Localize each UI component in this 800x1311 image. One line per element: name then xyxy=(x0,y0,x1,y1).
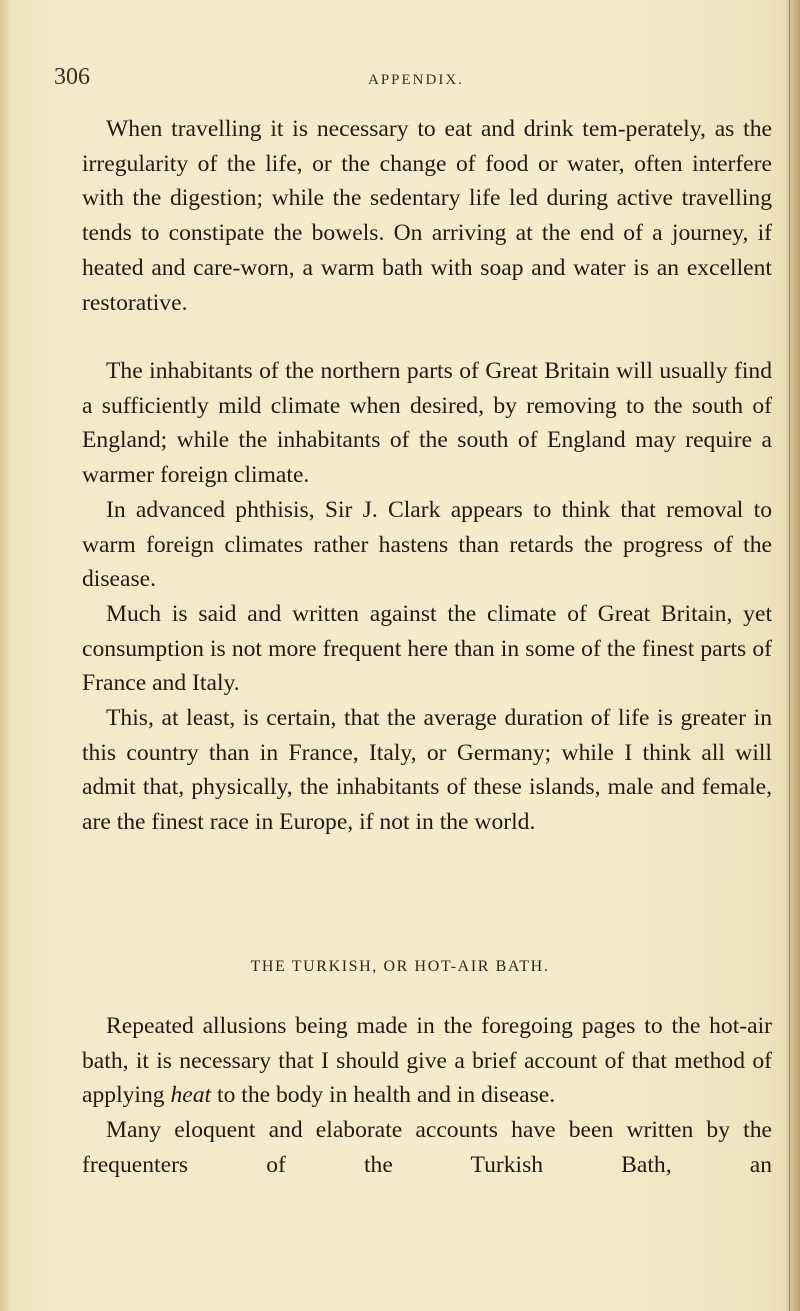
paragraph: Much is said and written against the climate of Great Britain, yet consumption is not more frequent here than in some of the finest parts of France and Italy. xyxy=(82,600,772,697)
paragraph-text: to the body in health and in disease. xyxy=(217,1082,556,1109)
paragraph: Many eloquent and elaborate accounts have been written by the frequenters of the Turkish Bath, an xyxy=(82,1117,772,1178)
text-block-travel xyxy=(82,112,772,334)
page-left-edge xyxy=(0,0,10,1311)
text-block-turkish-bath xyxy=(82,1009,772,1183)
section-heading: THE TURKISH, OR HOT-AIR BATH. xyxy=(250,958,550,975)
page-number: 306 xyxy=(54,64,90,90)
running-head: APPENDIX. xyxy=(368,72,464,88)
paragraph-gap xyxy=(82,320,772,334)
paragraph-text: Repeated allusions being made in the foregoing pages to the hot-air bath, it is necessary that I should give a brief account of that method of applying xyxy=(82,1013,772,1109)
paragraph: When travelling it is necessary to eat and drink tem-perately, as the irregularity of the life, or the change of food or water, often interfere with the digestion; while the sedentary life led during active travelling tends to constipate the bowels. On arriving at the end of a journey, if heated and care-worn, a warm bath with soap and water is an excellent restorative. xyxy=(82,116,772,316)
paragraph: The inhabitants of the northern parts of Great Britain will usually find a sufficiently mild climate when desired, by removing to the south of England; while the inhabitants of the south of England may require a warmer foreign climate. xyxy=(82,358,772,489)
page-edge-line xyxy=(789,0,790,1311)
text-block-climate xyxy=(82,354,772,840)
paragraph xyxy=(82,1009,772,1113)
emphasis-text: heat xyxy=(170,1082,212,1109)
paragraph: This, at least, is certain, that the average duration of life is greater in this country than in France, Italy, or Germany; while I think all will admit that, physically, the inhabitants of these islands, male and female, are the finest race in Europe, if not in the world. xyxy=(82,705,772,836)
paragraph: In advanced phthisis, Sir J. Clark appears to think that removal to warm foreign climates rather hastens than retards the progress of the disease. xyxy=(82,496,772,593)
